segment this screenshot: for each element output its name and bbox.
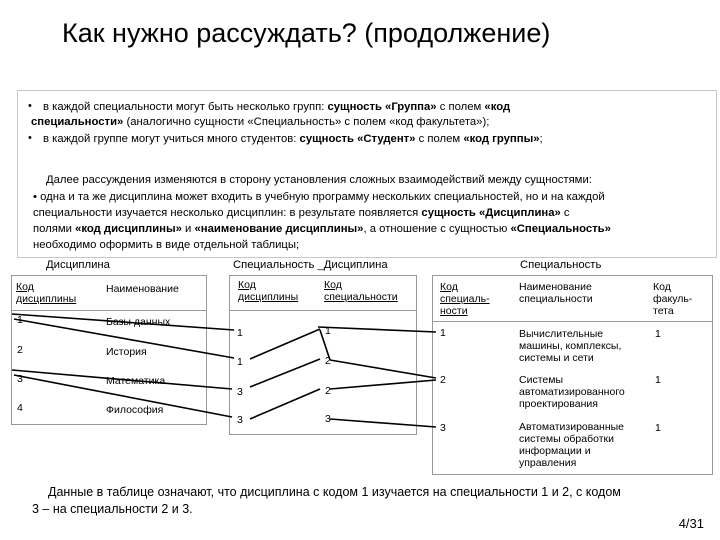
discipline-code-header: Код дисциплины [16, 281, 77, 305]
discipline-name-cell: История [106, 346, 147, 358]
slide-title: Как нужно рассуждать? (продолжение) [62, 18, 551, 48]
link-spec-cell: 2 [325, 355, 331, 367]
table-title-discipline: Дисциплина [46, 259, 110, 271]
specialty-code-cell: 2 [440, 374, 446, 386]
link-line [250, 329, 320, 359]
specialty-fac-header: Код факуль-тета [653, 281, 693, 317]
specialty-name-cell: Автоматизированные системы обработки информации и управления [519, 421, 625, 469]
discipline-code-cell: 4 [17, 402, 23, 414]
specialty-name-cell: Вычислительные машины, комплексы, системы и сети [519, 328, 622, 364]
discipline-code-cell: 1 [17, 314, 23, 326]
specialty-fac-cell: 1 [655, 374, 661, 386]
link-line [330, 419, 436, 427]
link-disc-header: Код дисциплины [238, 279, 299, 303]
para-line-3: специальности изучается несколько дисциплин: в результате появляется сущность «Дисциплина» с [33, 207, 570, 219]
specialty-code-cell: 1 [440, 327, 446, 339]
para-line-5: необходимо оформить в виде отдельной таблицы; [33, 239, 300, 251]
link-spec-header: Код специальности [324, 279, 398, 303]
link-line [320, 330, 330, 360]
specialty-name-header: Наименование специальности [519, 281, 593, 305]
bullet-marker: • [28, 132, 32, 144]
para-line-4: полями «код дисциплины» и «наименование дисциплины», а отношение с сущностью «Специальность» [33, 223, 611, 235]
bullet-1-line-1: в каждой специальности могут быть несколько групп: сущность «Группа» с полем «код [43, 101, 511, 113]
bullet-marker: • [28, 100, 32, 112]
link-line [14, 319, 234, 358]
discipline-name-cell: Математика [106, 375, 166, 387]
specialty-code-header: Код специаль-ности [440, 281, 490, 317]
link-disc-cell: 1 [237, 327, 243, 339]
discipline-code-cell: 2 [17, 344, 23, 356]
link-line [12, 370, 232, 389]
bullet-2: в каждой группе могут учиться много студентов: сущность «Студент» с полем «код группы»; [43, 133, 543, 145]
link-disc-cell: 3 [237, 386, 243, 398]
discipline-name-cell: Базы данных [106, 316, 171, 328]
page-number: 4/31 [678, 516, 704, 531]
link-line [330, 360, 436, 378]
discipline-code-cell: 3 [17, 373, 23, 385]
table-title-link: Специальность _Дисциплина [233, 259, 388, 271]
link-line [250, 389, 320, 419]
para-line-1: Далее рассуждения изменяются в сторону установления сложных взаимодействий между сущностями: [46, 174, 592, 186]
specialty-name-cell: Системы автоматизированного проектирования [519, 374, 625, 410]
table-title-specialty: Специальность [520, 259, 602, 271]
discipline-name-cell: Философия [106, 404, 164, 416]
link-line [250, 359, 320, 387]
specialty-code-cell: 3 [440, 422, 446, 434]
link-line [14, 375, 232, 417]
link-line [318, 327, 436, 332]
para-line-2: • одна и та же дисциплина может входить в учебную программу нескольких специальностей, но и на каждой [33, 191, 605, 203]
link-disc-cell: 1 [237, 356, 243, 368]
link-disc-cell: 3 [237, 414, 243, 426]
footer-text: Данные в таблице означают, что дисциплина с кодом 1 изучается на специальности 1 и 2, с кодом 3 – на специальности 2 и 3. [32, 485, 621, 516]
specialty-fac-cell: 1 [655, 328, 661, 340]
link-line [12, 314, 234, 330]
link-spec-cell: 3 [325, 413, 331, 425]
specialty-fac-cell: 1 [655, 422, 661, 434]
discipline-name-header: Наименование [106, 283, 179, 295]
link-line [330, 380, 436, 389]
link-spec-cell: 2 [325, 385, 331, 397]
bullet-1-line-2: специальности» (аналогично сущности «Специальность» с полем «код факультета»); [31, 116, 490, 128]
link-spec-cell: 1 [325, 325, 331, 337]
